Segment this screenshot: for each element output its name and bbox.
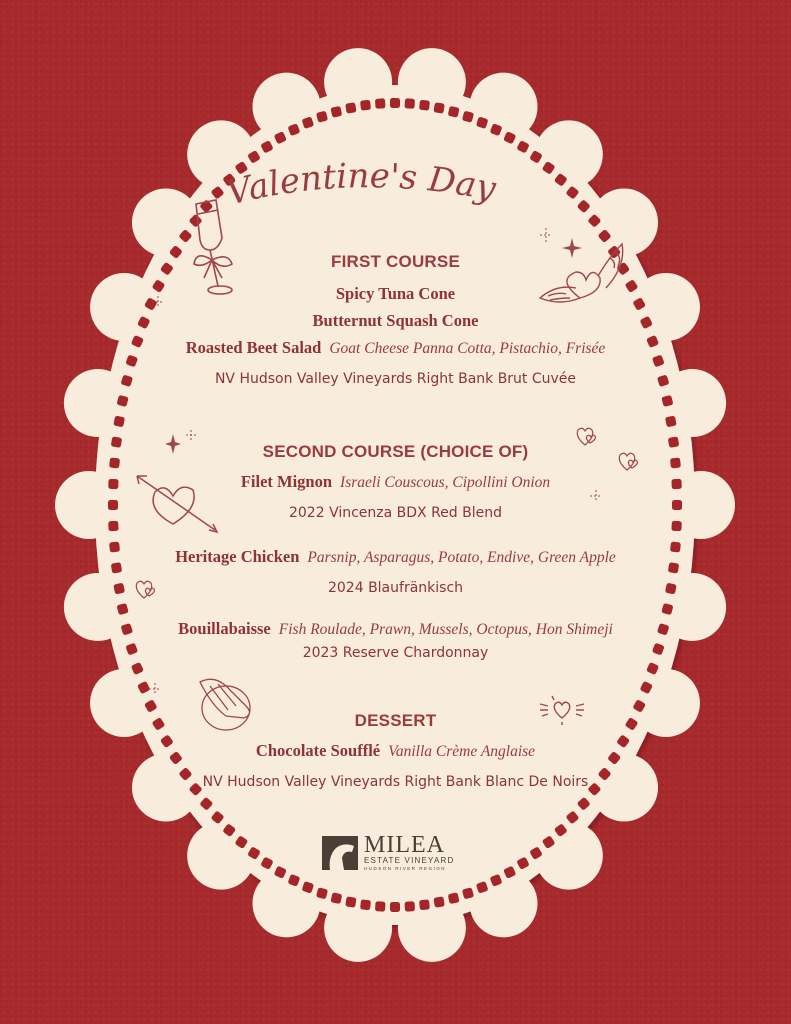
title-text: Valentine's Day [222, 160, 499, 214]
dish-name: Roasted Beet Salad [185, 338, 322, 357]
glowing-heart-icon [538, 694, 586, 726]
wine-pairing: 2024 Blaufränkisch [327, 580, 464, 596]
dish-name: Filet Mignon [240, 472, 333, 491]
dish-description: Parsnip, Asparagus, Potato, Endive, Green Apple [307, 549, 616, 566]
winged-heart-icon [536, 236, 626, 308]
dish-name: Butternut Squash Cone [312, 311, 479, 330]
wine-pairing: NV Hudson Valley Vineyards Right Bank Brut Cuvée [214, 371, 577, 387]
hearts-icon [575, 425, 599, 447]
menu-item [0, 472, 791, 492]
sparkle-icon [149, 683, 161, 695]
wine-pairing: 2022 Vincenza BDX Red Blend [288, 505, 502, 521]
horse-icon [322, 836, 358, 870]
heading-dessert: DESSERT [354, 711, 437, 730]
hearts-icon [617, 450, 641, 472]
dish-name: Chocolate Soufflé [255, 741, 381, 760]
dish-name: Spicy Tuna Cone [335, 284, 456, 303]
menu-item [0, 311, 791, 331]
sparkle-icon [540, 228, 552, 242]
svg-text:Valentine's Day [223, 160, 500, 214]
heart-arrow-icon [133, 472, 223, 536]
sparkle-icon [152, 296, 164, 308]
dish-name: Bouillabaisse [178, 619, 271, 638]
menu-title [220, 160, 560, 230]
menu-item [0, 284, 791, 304]
menu-item [0, 547, 791, 567]
logo-subtitle: ESTATE VINEYARD [364, 856, 455, 865]
menu-item [0, 338, 791, 358]
dish-name: Heritage Chicken [175, 547, 300, 566]
dish-description: Vanilla Crème Anglaise [388, 743, 536, 760]
menu-item [0, 741, 791, 761]
chocolate-plate-icon [196, 676, 262, 732]
champagne-glass-icon [188, 198, 248, 298]
wine-pairing: 2023 Reserve Chardonnay [302, 645, 489, 661]
hearts-icon [134, 578, 158, 600]
dish-description: Israeli Couscous, Cipollini Onion [340, 474, 551, 491]
menu-item [0, 619, 791, 639]
heading-second-course: SECOND COURSE (CHOICE OF) [262, 442, 529, 461]
sparkle-icon [590, 490, 602, 502]
milea-logo [322, 834, 454, 872]
logo-region: HUDSON RIVER REGION [364, 866, 447, 871]
logo-name: MILEA [364, 832, 445, 858]
heading-first-course: FIRST COURSE [331, 252, 460, 271]
wine-pairing: NV Hudson Valley Vineyards Right Bank Blanc De Noirs [202, 774, 589, 790]
dish-description: Goat Cheese Panna Cotta, Pistachio, Frisée [329, 340, 606, 357]
dish-description: Fish Roulade, Prawn, Mussels, Octopus, Hon Shimeji [278, 621, 613, 638]
sparkle-icon [165, 430, 201, 458]
